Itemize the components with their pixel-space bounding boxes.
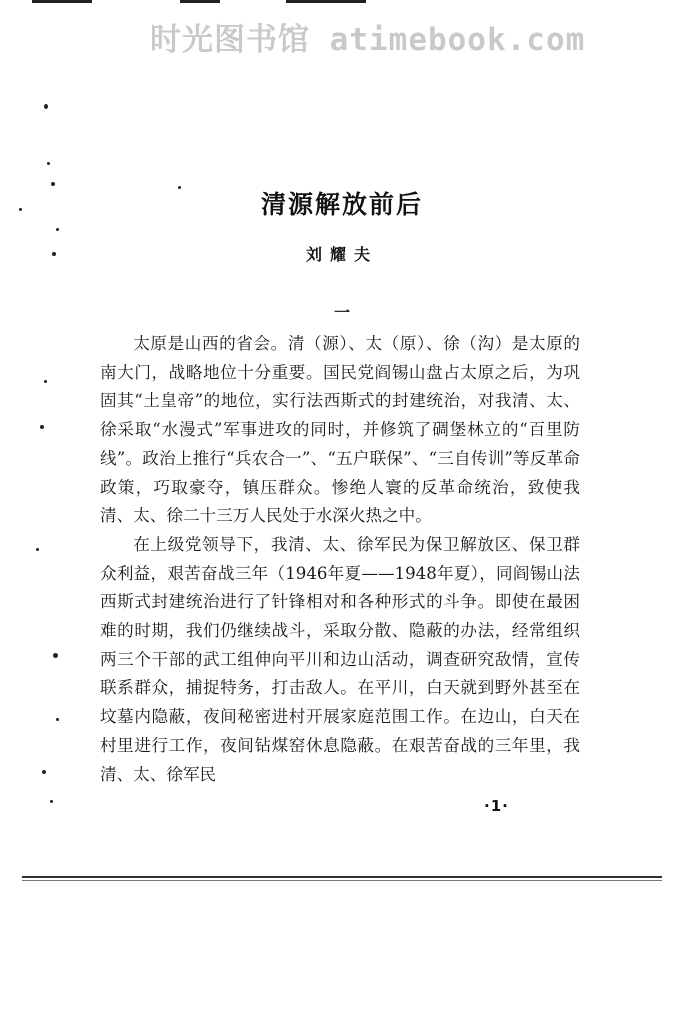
article-title: 清源解放前后 xyxy=(260,189,423,219)
paragraph: 在上级党领导下，我清、太、徐军民为保卫解放区、保卫群众利益，艰苦奋战三年（1946年夏——1948年夏），同阎锡山法西斯式封建统治进行了针锋相对和各种形式的斗争。即使在最困难的时期，我们仍继续战斗，采取分散、隐蔽的办法，经常组织两三个干部的武工组伸向平川和边山活动，调查研究敌情，宣传联系群众，捕捉特务，打击敌人。在平川，白天就到野外甚至在坟墓内隐蔽，夜间秘密进村开展家庭范围工作。在边山，白天在村里进行工作，夜间钻煤窑休息隐蔽。在艰苦奋战的三年里，我清、太、徐军民 xyxy=(100,534,580,784)
margin-speck xyxy=(53,653,58,658)
paragraph: 太原是山西的省会。清（源）、太（原）、徐（沟）是太原的南大门，战略地位十分重要。国民党阎锡山盘占太原之后，为巩固其“土皇帝”的地位，实行法西斯式的封建统治，对我清、太、徐采取“水漫式”军事进攻的同时，并修筑了碉堡林立的“百里防线”。政治上推行“兵农合一”、“五户联保”、“三自传训”等反革命政策，巧取豪夺，镇压群众。惨绝人寰的反革命统治，致使我清、太、徐二十三万人民处于水深火热之中。 xyxy=(100,334,580,526)
scan-top-rule-left xyxy=(32,0,92,3)
scan-top-rule-middle xyxy=(180,0,220,3)
margin-speck xyxy=(42,770,46,774)
margin-speck xyxy=(56,718,59,721)
margin-speck xyxy=(47,162,50,165)
margin-speck xyxy=(56,228,59,231)
scan-top-rule-right xyxy=(286,0,366,3)
margin-speck xyxy=(40,425,44,429)
section-number: 一 xyxy=(333,303,350,322)
margin-speck xyxy=(36,548,39,551)
article-body xyxy=(100,330,580,789)
article-author: 刘耀夫 xyxy=(305,245,378,264)
page-number: ·1· xyxy=(484,797,509,815)
watermark: 时光图书馆 atimebook.com xyxy=(150,22,586,58)
bottom-rule xyxy=(22,876,662,878)
margin-speck xyxy=(44,104,48,109)
bottom-rule-thin xyxy=(22,880,662,881)
margin-speck xyxy=(50,800,53,803)
margin-speck xyxy=(44,380,47,383)
